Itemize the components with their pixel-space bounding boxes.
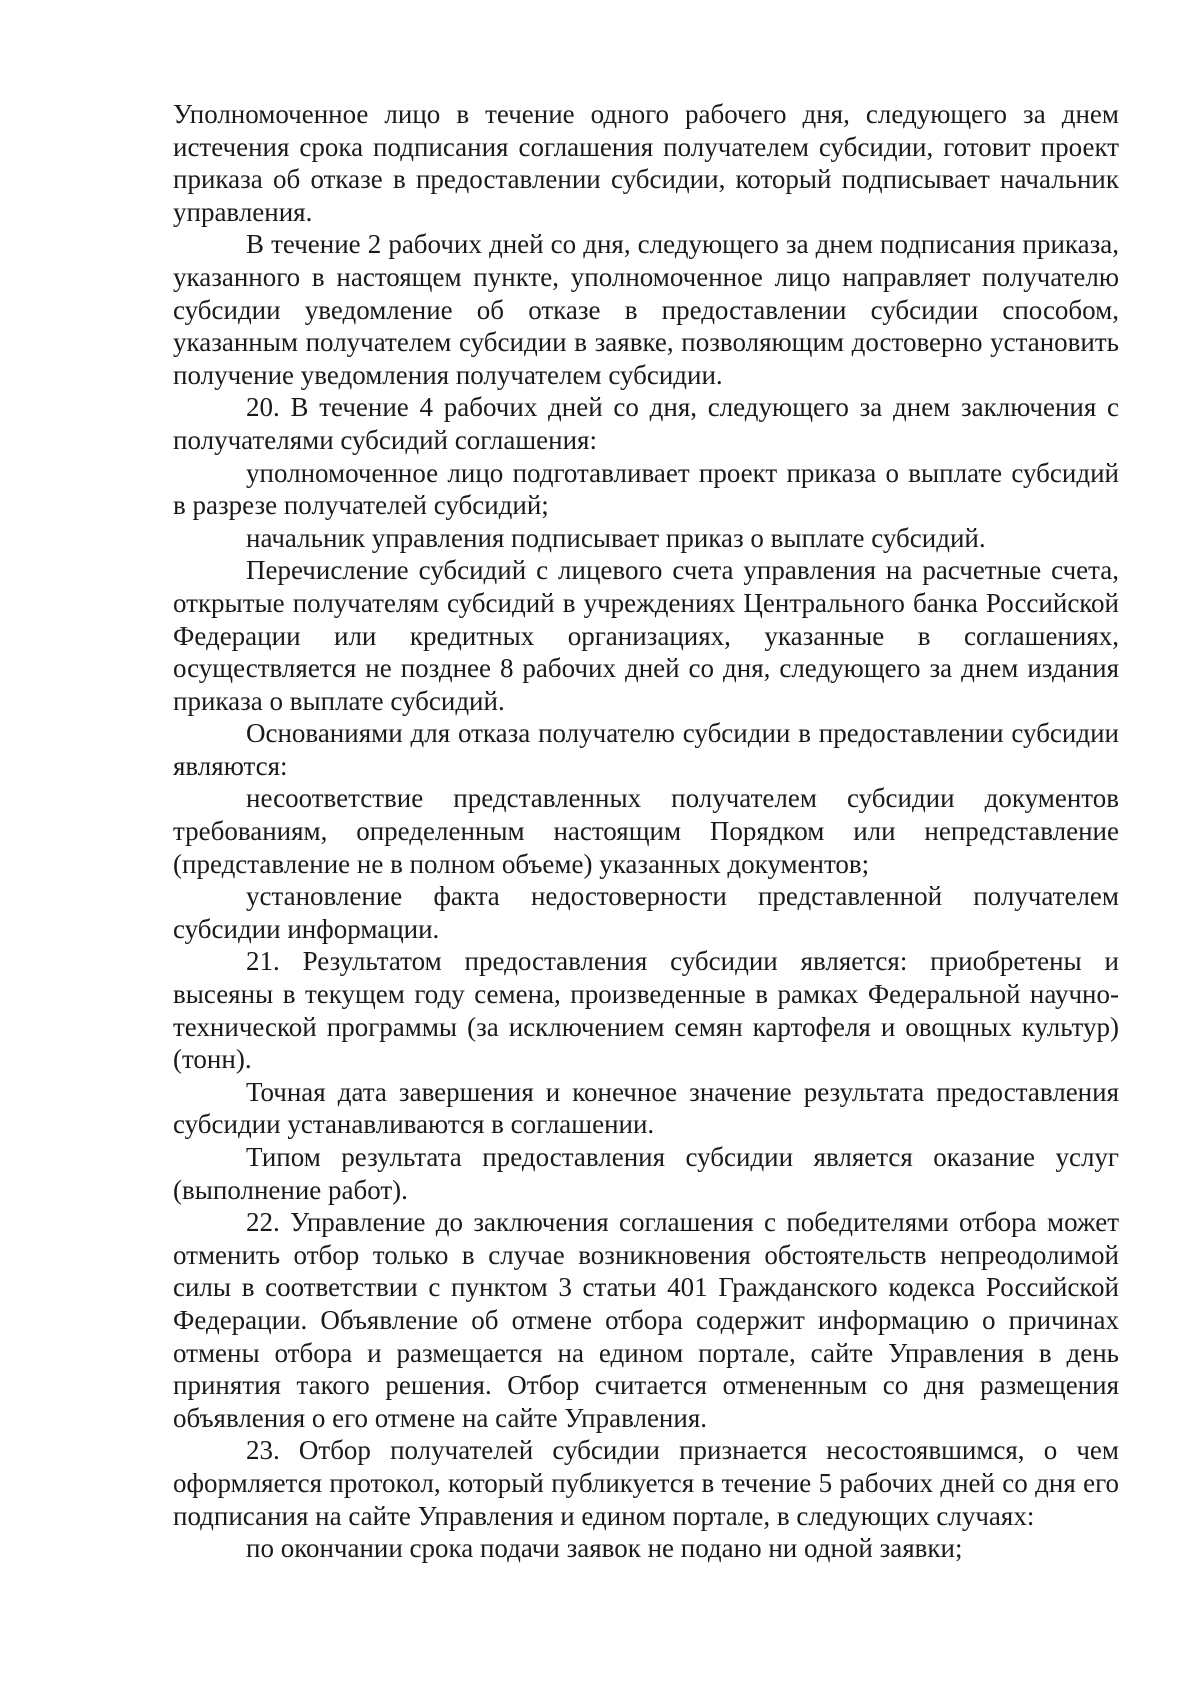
paragraph: Основаниями для отказа получателю субсидии в предоставлении субсидии являются: bbox=[173, 718, 1119, 781]
paragraph: Перечисление субсидий с лицевого счета управления на расчетные счета, открытые получателям субсидий в учреждениях Центрального банка Российской Федерации или кредитных организациях, указанные в соглашениях, осуществляется не позднее 8 рабочих дней со дня, следующего за днем издания приказа о выплате субсидий. bbox=[173, 555, 1119, 716]
paragraph: 20. В течение 4 рабочих дней со дня, следующего за днем заключения с получателями субсидий соглашения: bbox=[173, 392, 1119, 455]
document-page bbox=[173, 98, 1119, 1565]
paragraph: В течение 2 рабочих дней со дня, следующего за днем подписания приказа, указанного в настоящем пункте, уполномоченное лицо направляет получателю субсидии уведомление об отказе в предоставлении субсидии способом, указанным получателем субсидии в заявке, позволяющим достоверно установить получение уведомления получателем субсидии. bbox=[173, 229, 1119, 390]
paragraph: Точная дата завершения и конечное значение результата предоставления субсидии устанавливаются в соглашении. bbox=[173, 1076, 1119, 1140]
paragraph: начальник управления подписывает приказ о выплате субсидий. bbox=[246, 522, 986, 553]
paragraph: 22. Управление до заключения соглашения с победителями отбора может отменить отбор только в случае возникновения обстоятельств непреодолимой силы в соответствии с пунктом 3 статьи 401 Гражданского кодекса Российской Федерации. Объявление об отмене отбора содержит информацию о причинах отмены отбора и размещается на едином портале, сайте Управления в день принятия такого решения. Отбор считается отмененным со дня размещения объявления о его отмене на сайте Управления. bbox=[173, 1207, 1119, 1433]
paragraph: по окончании срока подачи заявок не подано ни одной заявки; bbox=[246, 1533, 963, 1564]
paragraph: Уполномоченное лицо в течение одного рабочего дня, следующего за днем истечения срока подписания соглашения получателем субсидии, готовит проект приказа об отказе в предоставлении субсидии, который подписывает начальник управления. bbox=[173, 99, 1119, 227]
paragraph: 21. Результатом предоставления субсидии является: приобретены и высеяны в текущем году семена, произведенные в рамках Федеральной научно-технической программы (за исключением семян картофеля и овощных культур) (тонн). bbox=[173, 946, 1119, 1075]
paragraph: установление факта недостоверности представленной получателем субсидии информации. bbox=[173, 881, 1119, 944]
paragraph: уполномоченное лицо подготавливает проект приказа о выплате субсидий в разрезе получателей субсидий; bbox=[173, 457, 1119, 521]
paragraph: несоответствие представленных получателем субсидии документов требованиям, определенным настоящим Порядком или непредставление (представление не в полном объеме) указанных документов; bbox=[173, 783, 1119, 879]
paragraph: Типом результата предоставления субсидии является оказание услуг (выполнение работ). bbox=[173, 1142, 1119, 1205]
paragraph: 23. Отбор получателей субсидии признается несостоявшимся, о чем оформляется протокол, который публикуется в течение 5 рабочих дней со дня его подписания на сайте Управления и едином портале, в следующих случаях: bbox=[173, 1435, 1119, 1531]
